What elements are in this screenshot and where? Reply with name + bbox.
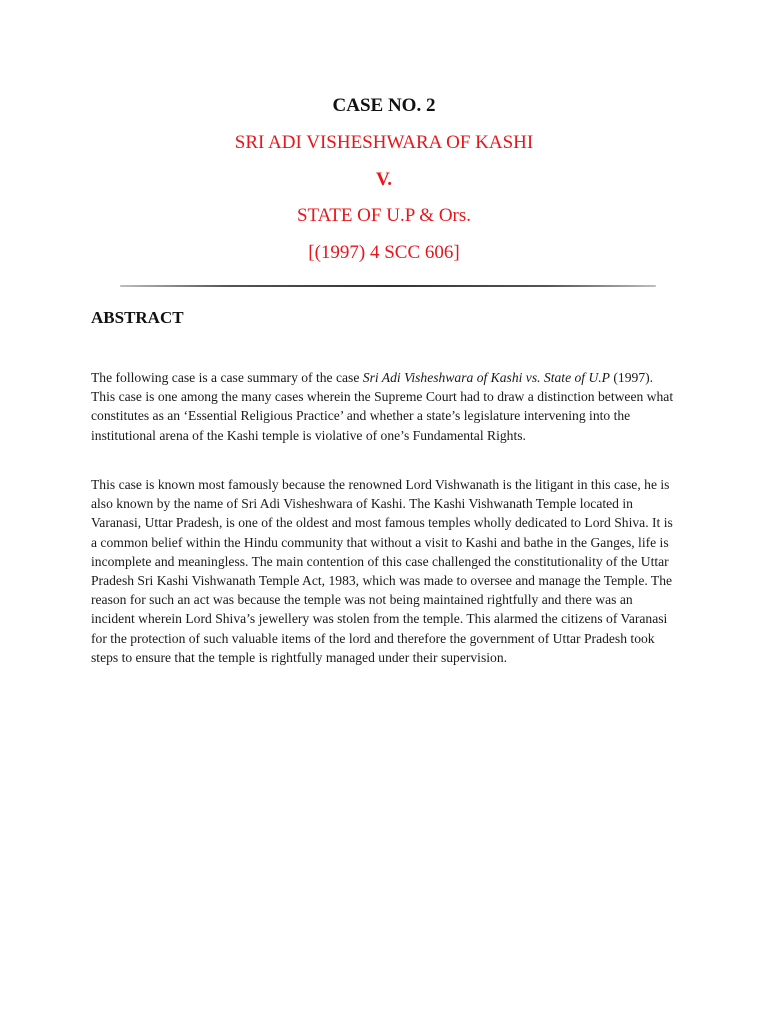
case-citation: [(1997) 4 SCC 606] (308, 242, 460, 263)
paragraph-text-continued: (1997). This case is one among the many cases wherein the Supreme Court had to draw a distinction between what constitutes as an ‘Essential Religious Practice’ and whether a state’s legislature intervening into the institutional arena of the Kashi temple is violative of one’s Fundamental Rights. (91, 370, 674, 443)
petitioner-name: SRI ADI VISHESHWARA OF KASHI (234, 132, 534, 153)
abstract-paragraph-1 (91, 368, 677, 445)
abstract-paragraph-2: This case is known most famously because the renowned Lord Vishwanath is the litigant in this case, he is also known by the name of Sri Adi Visheshwara of Kashi. The Kashi Vishwanath Temple located in Varanasi, Uttar Pradesh, is one of the oldest and most famous temples wholly dedicated to Lord Shiva. It is a common belief within the Hindu community that without a visit to Kashi and bathe in the Ganges, life is incomplete and meaningless. The main contention of this case challenged the constitutionality of the Uttar Pradesh Sri Kashi Vishwanath Temple Act, 1983, which was made to oversee and manage the Temple. The reason for such an act was because the temple was not being maintained rightfully and there was an incident wherein Lord Shiva’s jewellery was stolen from the temple. This alarmed the citizens of Varanasi for the protection of such valuable items of the lord and therefore the government of Uttar Pradesh took steps to ensure that the temple is rightfully managed under their supervision. (91, 477, 673, 665)
case-title-italic: Sri Adi Visheshwara of Kashi vs. State of U.P (362, 370, 610, 385)
section-divider (120, 285, 656, 287)
versus-label: V. (375, 169, 393, 190)
case-number-heading: CASE NO. 2 (332, 95, 436, 116)
paragraph-text: The following case is a case summary of the case (91, 370, 363, 385)
respondent-name: STATE OF U.P & Ors. (296, 205, 472, 226)
abstract-heading: ABSTRACT (91, 308, 184, 327)
